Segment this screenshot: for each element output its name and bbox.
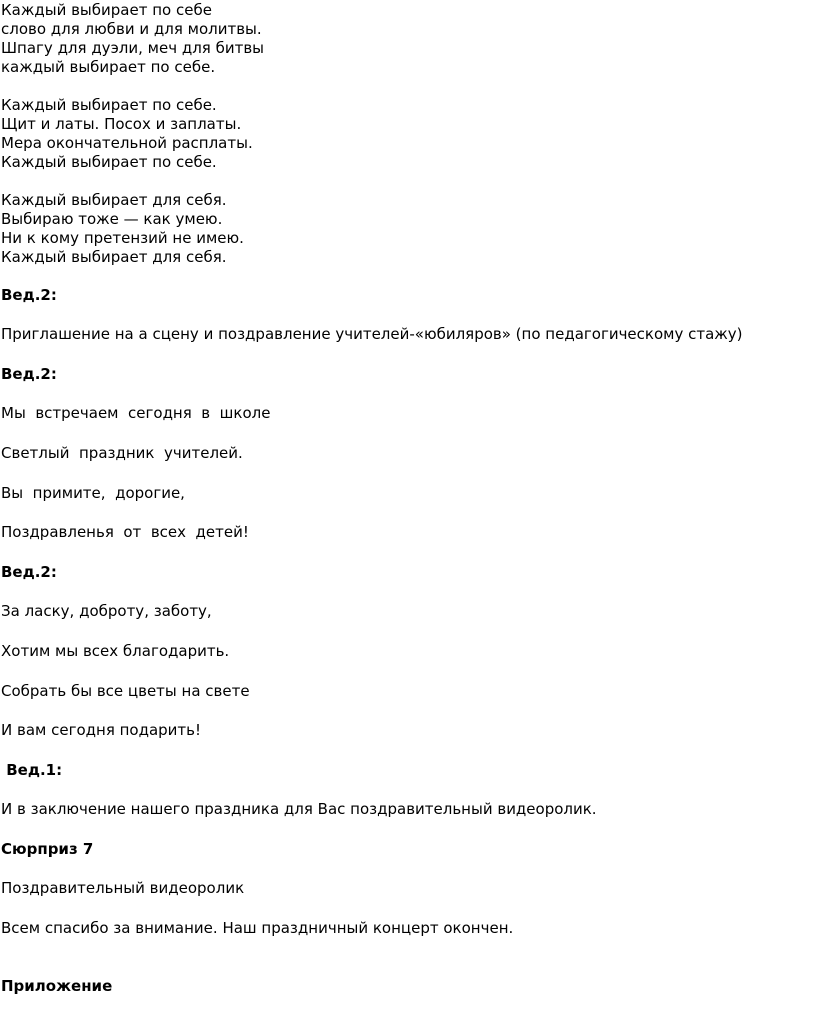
poem-line: Каждый выбирает по себе. bbox=[1, 96, 217, 114]
poem-line: каждый выбирает по себе. bbox=[1, 58, 216, 76]
speaker-label: Вед.2: bbox=[1, 563, 57, 581]
paragraph: И в заключение нашего праздника для Вас поздравительный видеоролик. bbox=[1, 800, 597, 818]
poem-line: Каждый выбирает по себе. bbox=[1, 153, 217, 171]
verse-line: Вы примите, дорогие, bbox=[1, 484, 185, 502]
speaker-label: Вед.2: bbox=[1, 365, 57, 383]
verse-line: За ласку, доброту, заботу, bbox=[1, 602, 212, 620]
paragraph: Поздравительный видеоролик bbox=[1, 879, 245, 897]
poem-line: Каждый выбирает для себя. bbox=[1, 248, 227, 266]
poem-line: Выбираю тоже — как умею. bbox=[1, 210, 223, 228]
verse-line: Светлый праздник учителей. bbox=[1, 444, 243, 462]
poem-line: Шпагу для дуэли, меч для битвы bbox=[1, 39, 265, 57]
verse-line: Хотим мы всех благодарить. bbox=[1, 642, 230, 660]
poem-line: Каждый выбирает для себя. bbox=[1, 191, 227, 209]
speaker-label: Вед.1: bbox=[1, 761, 63, 779]
verse-line: И вам сегодня подарить! bbox=[1, 721, 202, 739]
verse-line: Поздравленья от всех детей! bbox=[1, 523, 249, 541]
poem-line: слово для любви и для молитвы. bbox=[1, 20, 262, 38]
poem-line: Каждый выбирает по себе bbox=[1, 1, 212, 19]
paragraph: Приглашение на а сцену и поздравление учителей-«юбиляров» (по педагогическому стажу) bbox=[1, 325, 743, 343]
poem-line: Щит и латы. Посох и заплаты. bbox=[1, 115, 242, 133]
paragraph: Всем спасибо за внимание. Наш праздничный концерт окончен. bbox=[1, 919, 514, 937]
verse-line: Собрать бы все цветы на свете bbox=[1, 682, 250, 700]
poem-line: Ни к кому претензий не имею. bbox=[1, 229, 244, 247]
section-heading: Сюрприз 7 bbox=[1, 840, 94, 858]
poem-line: Мера окончательной расплаты. bbox=[1, 134, 253, 152]
section-heading: Приложение bbox=[1, 977, 113, 995]
verse-line: Мы встречаем сегодня в школе bbox=[1, 404, 271, 422]
speaker-label: Вед.2: bbox=[1, 286, 57, 304]
